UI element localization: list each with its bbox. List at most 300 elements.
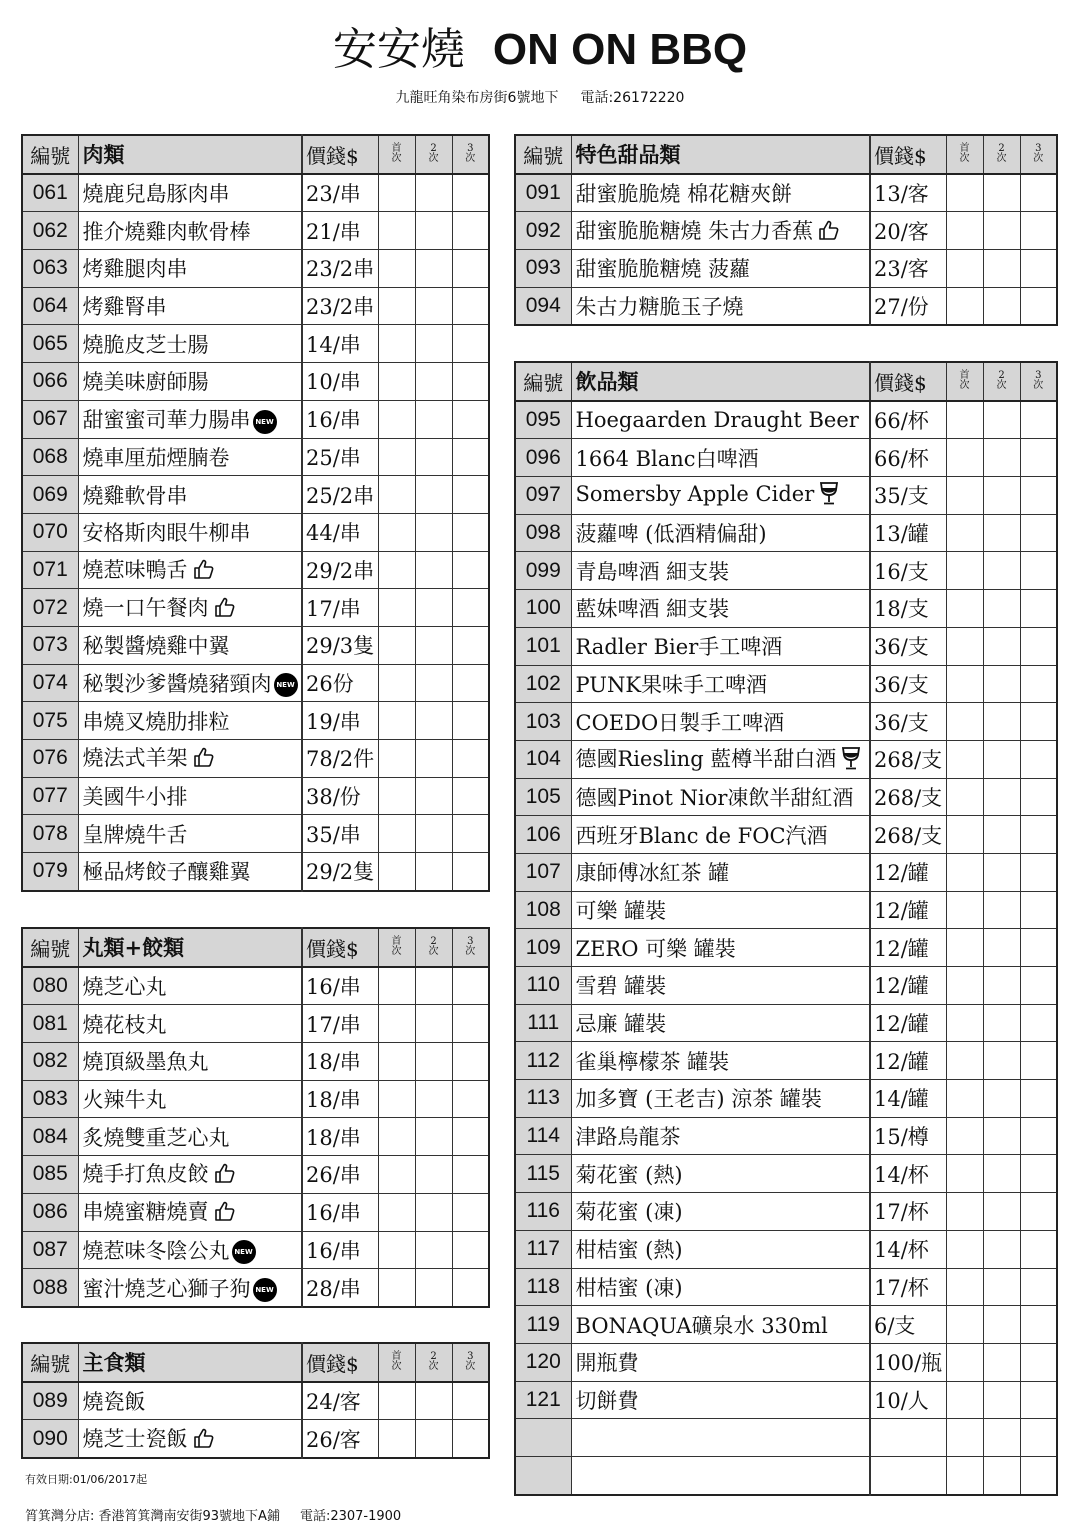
- order-2-box[interactable]: [983, 590, 1020, 628]
- item-price: 23/2串: [302, 250, 378, 288]
- order-2-box[interactable]: [983, 174, 1020, 212]
- order-2-box[interactable]: [415, 815, 452, 853]
- order-1-box[interactable]: [378, 212, 415, 250]
- order-1-box[interactable]: [378, 325, 415, 363]
- order-1-box[interactable]: [378, 1269, 415, 1307]
- order-1-box[interactable]: [946, 1381, 983, 1419]
- order-2-box[interactable]: [983, 1080, 1020, 1118]
- item-name: 可樂 罐裝: [575, 898, 667, 923]
- order-2-box[interactable]: [983, 552, 1020, 590]
- order-1-box[interactable]: [946, 1268, 983, 1306]
- order-3-box[interactable]: [452, 777, 489, 815]
- order-1-box[interactable]: [946, 250, 983, 288]
- code-header: 編號: [22, 135, 78, 174]
- item-name-cell: [78, 853, 302, 891]
- item-price: 23/串: [302, 174, 378, 212]
- item-code: 098: [515, 514, 571, 552]
- order-3-box[interactable]: [1020, 929, 1057, 967]
- order-2-box[interactable]: [415, 551, 452, 589]
- order-3-box[interactable]: [1020, 212, 1057, 250]
- order-1-box[interactable]: [946, 627, 983, 665]
- order-1-header: 首 次: [946, 362, 983, 401]
- order-3-box[interactable]: [452, 476, 489, 514]
- item-price: 16/串: [302, 400, 378, 438]
- order-2-box[interactable]: [983, 1193, 1020, 1231]
- order-2-box[interactable]: [983, 703, 1020, 741]
- menu-item-row: [515, 1306, 1057, 1344]
- order-3-box[interactable]: [1020, 853, 1057, 891]
- item-code: 117: [515, 1230, 571, 1268]
- price-header: 價錢$: [302, 928, 378, 967]
- order-3-box[interactable]: [452, 551, 489, 589]
- order-2-box[interactable]: [415, 363, 452, 401]
- order-3-box[interactable]: [1020, 1155, 1057, 1193]
- order-2-box[interactable]: [983, 853, 1020, 891]
- order-3-box[interactable]: [452, 325, 489, 363]
- order-2-box[interactable]: [415, 1043, 452, 1081]
- order-3-box[interactable]: [1020, 891, 1057, 929]
- section-header: [22, 928, 489, 967]
- order-2-box[interactable]: [415, 287, 452, 325]
- order-2-box[interactable]: [415, 250, 452, 288]
- order-3-box[interactable]: [1020, 250, 1057, 288]
- order-1-box[interactable]: [946, 665, 983, 703]
- item-name-cell: [571, 627, 870, 665]
- item-name: 蜜汁燒芝心獅子狗: [82, 1276, 251, 1301]
- order-2-header: 2 次: [983, 362, 1020, 401]
- order-3-box[interactable]: [452, 1156, 489, 1194]
- order-1-box[interactable]: [378, 551, 415, 589]
- order-3-box[interactable]: [452, 174, 489, 212]
- order-2-box[interactable]: [415, 1269, 452, 1307]
- menu-item-row: [22, 438, 489, 476]
- order-1-box[interactable]: [946, 1155, 983, 1193]
- item-name: 甜蜜脆脆糖燒 朱古力香蕉: [575, 218, 814, 243]
- order-1-box[interactable]: [946, 514, 983, 552]
- menu-item-row: [515, 552, 1057, 590]
- order-1-box[interactable]: [946, 477, 983, 515]
- item-price: 35/支: [870, 477, 946, 515]
- order-2-box[interactable]: [983, 627, 1020, 665]
- menu-item-row: [515, 287, 1057, 325]
- order-1-box[interactable]: [946, 439, 983, 477]
- order-3-box[interactable]: [452, 438, 489, 476]
- order-3-box[interactable]: [452, 287, 489, 325]
- item-name: 柑桔蜜 (凍): [575, 1275, 683, 1300]
- order-3-box[interactable]: [1020, 439, 1057, 477]
- order-1-box[interactable]: [378, 626, 415, 664]
- item-price: 17/串: [302, 1005, 378, 1043]
- address-text: 九龍旺角染布房街6號地下: [395, 90, 559, 106]
- order-2-box[interactable]: [415, 1382, 452, 1420]
- order-1-box[interactable]: [946, 1080, 983, 1118]
- item-name: 燒法式羊架: [82, 746, 188, 771]
- order-3-box[interactable]: [1020, 1193, 1057, 1231]
- order-1-box[interactable]: [378, 513, 415, 551]
- item-name-cell: [571, 1117, 870, 1155]
- item-code: 086: [22, 1193, 78, 1231]
- order-2-box[interactable]: [983, 1117, 1020, 1155]
- order-2-box[interactable]: [983, 1381, 1020, 1419]
- order-1-box[interactable]: [946, 778, 983, 816]
- order-3-box[interactable]: [452, 1043, 489, 1081]
- item-name-cell: [571, 250, 870, 288]
- item-name-cell: [78, 664, 302, 702]
- order-2-box[interactable]: [983, 778, 1020, 816]
- order-2-box[interactable]: [415, 1118, 452, 1156]
- order-3-box[interactable]: [1020, 401, 1057, 439]
- order-3-box[interactable]: [452, 815, 489, 853]
- order-2-box[interactable]: [415, 438, 452, 476]
- item-name: ZERO 可樂 罐裝: [575, 936, 736, 961]
- order-2-box[interactable]: [983, 929, 1020, 967]
- order-1-box[interactable]: [946, 590, 983, 628]
- order-2-box[interactable]: [983, 250, 1020, 288]
- order-3-box[interactable]: [1020, 1381, 1057, 1419]
- item-code: 103: [515, 703, 571, 741]
- order-2-box[interactable]: [415, 967, 452, 1005]
- menu-item-row: [515, 703, 1057, 741]
- item-name: Hoegaarden Draught Beer: [575, 408, 859, 433]
- item-name-cell: [78, 589, 302, 627]
- order-1-box[interactable]: [946, 1004, 983, 1042]
- order-2-box[interactable]: [983, 514, 1020, 552]
- order-1-box[interactable]: [378, 363, 415, 401]
- item-code: 079: [22, 853, 78, 891]
- order-1-box[interactable]: [378, 287, 415, 325]
- item-name: 菊花蜜 (凍): [575, 1200, 683, 1225]
- new-badge-icon: NEW: [274, 673, 298, 697]
- item-price: 15/樽: [870, 1117, 946, 1155]
- order-2-box[interactable]: [983, 967, 1020, 1005]
- order-2-box[interactable]: [415, 513, 452, 551]
- order-1-box[interactable]: [946, 1306, 983, 1344]
- price-header: 價錢$: [302, 1343, 378, 1382]
- order-3-box[interactable]: [1020, 740, 1057, 778]
- order-1-box[interactable]: [378, 438, 415, 476]
- order-3-box[interactable]: [452, 967, 489, 1005]
- item-price: 12/罐: [870, 853, 946, 891]
- item-name: 燒花枝丸: [82, 1012, 167, 1037]
- item-name: 燒鹿兒島豚肉串: [82, 182, 230, 207]
- order-2-box[interactable]: [983, 1268, 1020, 1306]
- order-2-box[interactable]: [415, 1231, 452, 1269]
- order-3-box[interactable]: [452, 363, 489, 401]
- item-name-cell: [571, 401, 870, 439]
- item-name: 燒脆皮芝士腸: [82, 332, 209, 357]
- item-name-cell: [571, 174, 870, 212]
- order-3-box[interactable]: [452, 400, 489, 438]
- order-3-box[interactable]: [1020, 1230, 1057, 1268]
- order-2-box[interactable]: [415, 589, 452, 627]
- item-name-cell: [571, 477, 870, 515]
- order-3-box[interactable]: [1020, 477, 1057, 515]
- item-name: 美國牛小排: [82, 785, 188, 810]
- order-2-box[interactable]: [415, 702, 452, 740]
- item-price: 12/罐: [870, 1004, 946, 1042]
- order-1-box[interactable]: [378, 815, 415, 853]
- order-3-box[interactable]: [1020, 703, 1057, 741]
- item-name-cell: [78, 815, 302, 853]
- item-name: 燒車厘茄煙腩卷: [82, 445, 230, 470]
- order-2-box[interactable]: [983, 816, 1020, 854]
- order-3-box[interactable]: [1020, 1306, 1057, 1344]
- order-1-box[interactable]: [946, 1456, 983, 1494]
- order-1-box[interactable]: [946, 816, 983, 854]
- order-2-box[interactable]: [983, 1042, 1020, 1080]
- order-2-box[interactable]: [415, 853, 452, 891]
- order-2-box[interactable]: [415, 626, 452, 664]
- order-3-box[interactable]: [1020, 967, 1057, 1005]
- item-price: 16/支: [870, 552, 946, 590]
- wine-glass-icon: [818, 481, 840, 510]
- item-price: 66/杯: [870, 439, 946, 477]
- item-name: 極品烤餃子釀雞翼: [82, 860, 251, 885]
- order-3-box[interactable]: [1020, 1080, 1057, 1118]
- order-3-box[interactable]: [452, 1080, 489, 1118]
- order-2-box[interactable]: [983, 891, 1020, 929]
- order-2-box[interactable]: [415, 1005, 452, 1043]
- order-3-box[interactable]: [1020, 174, 1057, 212]
- order-2-box[interactable]: [983, 477, 1020, 515]
- item-name: 秘製醬燒雞中翼: [82, 634, 230, 659]
- menu-item-row: [22, 1118, 489, 1156]
- item-code: 116: [515, 1193, 571, 1231]
- order-1-box[interactable]: [378, 250, 415, 288]
- menu-item-row: [22, 513, 489, 551]
- order-1-box[interactable]: [946, 1042, 983, 1080]
- order-2-box[interactable]: [983, 1343, 1020, 1381]
- order-3-box[interactable]: [1020, 1343, 1057, 1381]
- order-3-box[interactable]: [1020, 1042, 1057, 1080]
- order-1-box[interactable]: [378, 1080, 415, 1118]
- order-3-box[interactable]: [1020, 1004, 1057, 1042]
- order-3-box[interactable]: [1020, 1268, 1057, 1306]
- order-1-box[interactable]: [946, 853, 983, 891]
- menu-item-row: [515, 174, 1057, 212]
- wine-glass-icon: [840, 746, 862, 775]
- order-1-box[interactable]: [378, 400, 415, 438]
- order-1-box[interactable]: [378, 1420, 415, 1458]
- order-3-box[interactable]: [452, 212, 489, 250]
- order-2-box[interactable]: [415, 174, 452, 212]
- order-3-box[interactable]: [1020, 1419, 1057, 1457]
- order-3-box[interactable]: [452, 513, 489, 551]
- order-2-box[interactable]: [415, 1193, 452, 1231]
- order-3-box[interactable]: [1020, 1117, 1057, 1155]
- title-chinese: 安安燒: [332, 24, 465, 75]
- order-2-box[interactable]: [983, 1004, 1020, 1042]
- menu-item-row: [515, 740, 1057, 778]
- order-2-box[interactable]: [415, 740, 452, 778]
- order-3-box[interactable]: [1020, 665, 1057, 703]
- order-2-box[interactable]: [983, 439, 1020, 477]
- order-2-box[interactable]: [415, 400, 452, 438]
- item-code: 102: [515, 665, 571, 703]
- section-header: [515, 135, 1057, 174]
- order-1-box[interactable]: [946, 929, 983, 967]
- order-1-box[interactable]: [378, 174, 415, 212]
- item-name: 烤雞腎串: [82, 295, 167, 320]
- order-3-box[interactable]: [1020, 552, 1057, 590]
- order-3-box[interactable]: [1020, 590, 1057, 628]
- order-2-box[interactable]: [415, 777, 452, 815]
- menu-item-row: [22, 363, 489, 401]
- order-2-box[interactable]: [415, 1080, 452, 1118]
- menu-item-row: [22, 174, 489, 212]
- item-price: 268/支: [870, 816, 946, 854]
- order-2-box[interactable]: [415, 1420, 452, 1458]
- order-1-box[interactable]: [946, 1419, 983, 1457]
- order-1-box[interactable]: [946, 1230, 983, 1268]
- order-1-box[interactable]: [378, 589, 415, 627]
- order-2-box[interactable]: [983, 1155, 1020, 1193]
- item-name: 甜蜜脆脆燒 棉花糖夾餅: [575, 182, 793, 207]
- order-1-box[interactable]: [946, 740, 983, 778]
- order-1-box[interactable]: [378, 967, 415, 1005]
- order-1-box[interactable]: [378, 1156, 415, 1194]
- section-title: 丸類+餃類: [78, 928, 302, 967]
- item-code: 066: [22, 363, 78, 401]
- item-price: 16/串: [302, 1193, 378, 1231]
- order-1-box[interactable]: [378, 1193, 415, 1231]
- order-1-box[interactable]: [946, 1117, 983, 1155]
- item-name-cell: [78, 1080, 302, 1118]
- item-price: 24/客: [302, 1382, 378, 1420]
- order-1-box[interactable]: [946, 212, 983, 250]
- order-3-box[interactable]: [452, 1382, 489, 1420]
- branch-address: 筲箕灣分店: 香港筲箕灣南安街93號地下A鋪: [25, 1509, 280, 1524]
- order-2-box[interactable]: [983, 740, 1020, 778]
- order-3-box[interactable]: [452, 626, 489, 664]
- item-name-cell: [571, 1268, 870, 1306]
- order-2-box[interactable]: [415, 212, 452, 250]
- order-2-box[interactable]: [983, 1230, 1020, 1268]
- order-1-box[interactable]: [378, 1005, 415, 1043]
- item-name: 燒瓷飯: [82, 1390, 146, 1415]
- restaurant-title: [0, 22, 1080, 78]
- order-1-box[interactable]: [378, 1043, 415, 1081]
- code-header: 編號: [22, 1343, 78, 1382]
- order-3-box[interactable]: [1020, 287, 1057, 325]
- order-2-box[interactable]: [983, 1419, 1020, 1457]
- order-3-box[interactable]: [1020, 778, 1057, 816]
- order-1-box[interactable]: [378, 664, 415, 702]
- order-1-header: 首 次: [378, 928, 415, 967]
- item-name-cell: [571, 967, 870, 1005]
- order-3-box[interactable]: [1020, 514, 1057, 552]
- menu-item-row: [515, 967, 1057, 1005]
- item-name: 推介燒雞肉軟骨棒: [82, 219, 251, 244]
- item-code: 104: [515, 740, 571, 778]
- item-code: 081: [22, 1005, 78, 1043]
- item-name: 1664 Blanc白啤酒: [575, 446, 759, 471]
- order-3-box[interactable]: [452, 1420, 489, 1458]
- order-2-box[interactable]: [983, 212, 1020, 250]
- order-1-box[interactable]: [946, 174, 983, 212]
- order-2-box[interactable]: [983, 401, 1020, 439]
- menu-item-row: [22, 1420, 489, 1458]
- order-1-box[interactable]: [946, 552, 983, 590]
- item-price: 13/罐: [870, 514, 946, 552]
- order-1-box[interactable]: [378, 476, 415, 514]
- order-3-box[interactable]: [452, 1231, 489, 1269]
- item-name-cell: [78, 1231, 302, 1269]
- order-2-box[interactable]: [415, 476, 452, 514]
- order-1-box[interactable]: [946, 703, 983, 741]
- order-1-box[interactable]: [378, 777, 415, 815]
- order-3-box[interactable]: [1020, 816, 1057, 854]
- order-1-box[interactable]: [946, 287, 983, 325]
- item-name: 串燒蜜糖燒賣: [82, 1200, 209, 1225]
- item-name: 雪碧 罐裝: [575, 974, 667, 999]
- menu-item-row: [22, 1269, 489, 1307]
- item-name-cell: [78, 1005, 302, 1043]
- order-1-box[interactable]: [378, 740, 415, 778]
- item-price: 26份: [302, 664, 378, 702]
- order-1-box[interactable]: [378, 1382, 415, 1420]
- order-3-box[interactable]: [452, 1118, 489, 1156]
- order-3-box[interactable]: [1020, 627, 1057, 665]
- item-code: 089: [22, 1382, 78, 1420]
- item-name: 菠蘿啤 (低酒精偏甜): [575, 522, 767, 547]
- item-price: 12/罐: [870, 1042, 946, 1080]
- order-3-box[interactable]: [452, 1269, 489, 1307]
- order-2-box[interactable]: [415, 1156, 452, 1194]
- order-3-box[interactable]: [452, 1005, 489, 1043]
- item-code: 067: [22, 400, 78, 438]
- order-3-box[interactable]: [452, 702, 489, 740]
- item-code: 088: [22, 1269, 78, 1307]
- menu-table-drinks: [514, 361, 1058, 1496]
- item-name-cell: [571, 665, 870, 703]
- order-2-box[interactable]: [415, 325, 452, 363]
- order-1-box[interactable]: [378, 1231, 415, 1269]
- order-3-box[interactable]: [452, 250, 489, 288]
- order-1-box[interactable]: [378, 1118, 415, 1156]
- order-1-box[interactable]: [946, 1343, 983, 1381]
- order-2-box[interactable]: [983, 287, 1020, 325]
- order-3-box[interactable]: [452, 664, 489, 702]
- order-1-box[interactable]: [946, 1193, 983, 1231]
- item-code: 072: [22, 589, 78, 627]
- item-name-cell: [78, 476, 302, 514]
- order-1-box[interactable]: [378, 702, 415, 740]
- item-code: 108: [515, 891, 571, 929]
- item-name-cell: [571, 287, 870, 325]
- order-3-box[interactable]: [452, 740, 489, 778]
- order-1-box[interactable]: [946, 891, 983, 929]
- order-1-box[interactable]: [946, 967, 983, 1005]
- menu-item-row: [22, 626, 489, 664]
- item-name: 火辣牛丸: [82, 1088, 167, 1113]
- order-3-box[interactable]: [1020, 1456, 1057, 1494]
- item-code: 092: [515, 212, 571, 250]
- order-3-box[interactable]: [452, 589, 489, 627]
- order-2-box[interactable]: [983, 665, 1020, 703]
- order-1-box[interactable]: [946, 401, 983, 439]
- order-3-box[interactable]: [452, 1193, 489, 1231]
- order-2-box[interactable]: [415, 664, 452, 702]
- menu-item-row: [22, 287, 489, 325]
- order-3-box[interactable]: [452, 853, 489, 891]
- item-code: 095: [515, 401, 571, 439]
- order-2-box[interactable]: [983, 1456, 1020, 1494]
- item-code: 118: [515, 1268, 571, 1306]
- order-2-box[interactable]: [983, 1306, 1020, 1344]
- order-1-box[interactable]: [378, 853, 415, 891]
- item-name-cell: [571, 1306, 870, 1344]
